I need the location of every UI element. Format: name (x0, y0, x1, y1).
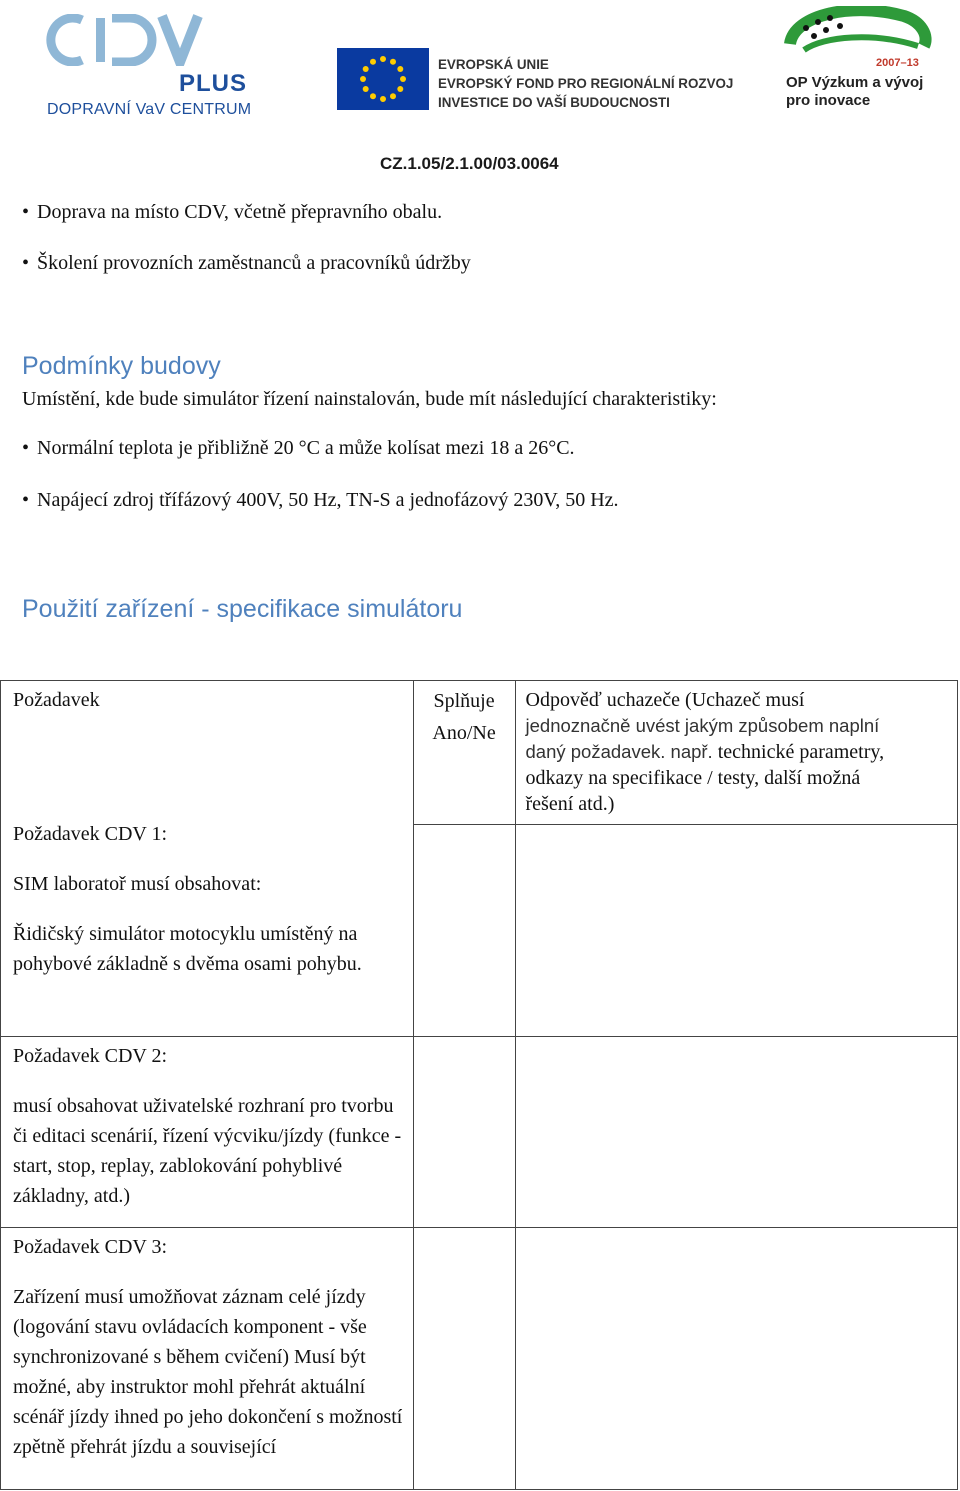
req3-text: Zařízení musí umožňovat záznam celé jízdy (logování stavu ovládacích komponent - vše synchronizované s během cvičení) Musí být možné, aby instruktor mohl přehrát aktuální scénář jízdy ihned po jeho dokončení s možností zpětně přehrát jízdu a související (13, 1286, 403, 1458)
answer-cell (515, 681, 957, 1037)
col-header-requirement: Požadavek (13, 689, 100, 711)
page-header (0, 0, 960, 190)
eu-line-3: INVESTICE DO VAŠÍ BUDOUCNOSTI (438, 95, 670, 110)
op-line-1: OP Výzkum a vývoj (786, 74, 924, 91)
op-years: 2007–13 (876, 57, 919, 69)
spacer (13, 899, 403, 919)
eu-line-2: EVROPSKÝ FOND PRO REGIONÁLNÍ ROZVOJ (438, 76, 734, 91)
cdv-mark-icon (44, 14, 244, 66)
table-row (1, 1228, 958, 1490)
op-line-2: pro inovace (786, 92, 871, 109)
req1-label: Požadavek CDV 1: (13, 823, 168, 845)
registration-number: CZ.1.05/2.1.00/03.0064 (380, 154, 559, 173)
table-row (1, 681, 958, 1037)
spec-heading: Použití zařízení - specifikace simulátoru (22, 595, 463, 623)
col-header-answer-3a: daný požadavek. např. (525, 741, 713, 762)
requirement-cell (1, 1037, 414, 1228)
bullet-dot: • (22, 489, 30, 511)
req2-text: musí obsahovat uživatelské rozhraní pro tvorbu či editaci scenárií, řízení výcviku/jízdy (funkce - start, stop, replay, zablokování pohyblivé základny, atd.) (13, 1095, 402, 1207)
bullet-text: Napájecí zdroj třífázový 400V, 50 Hz, TN-S a jednofázový 230V, 50 Hz. (37, 489, 619, 511)
bullet-transport (22, 201, 442, 224)
bullet-training (22, 252, 471, 275)
bullet-dot: • (22, 252, 30, 274)
req2-label: Požadavek CDV 2: (13, 1045, 168, 1067)
bullet-text: Doprava na místo CDV, včetně přepravního obalu. (37, 201, 443, 223)
requirement-cell (1, 681, 414, 1037)
bullet-text: Školení provozních zaměstnanců a pracovníků údržby (37, 252, 471, 274)
bullet-text: Normální teplota je přibližně 20 °C a může kolísat mezi 18 a 26°C. (37, 437, 575, 459)
req1-text-2: Řidičský simulátor motocyklu umístěný na pohybové základně s dvěma osami pohybu. (13, 923, 362, 975)
req3-label: Požadavek CDV 3: (13, 1236, 168, 1258)
spacer (13, 1262, 403, 1282)
op-swoosh-icon (784, 6, 934, 72)
building-heading: Podmínky budovy (22, 352, 221, 380)
op-text (786, 74, 923, 110)
answer-cell (515, 1037, 957, 1228)
spacer (13, 849, 403, 869)
bullet-power (22, 489, 619, 512)
complies-cell (413, 1037, 515, 1228)
op-logo (784, 6, 934, 116)
col-header-complies: Splňuje (433, 690, 495, 712)
eu-flag-icon (337, 48, 429, 110)
complies-header (414, 681, 515, 825)
col-header-answer-2: jednoznačně uvést jakým způsobem naplní (525, 715, 880, 736)
eu-text (438, 55, 733, 112)
bullet-dot: • (22, 201, 30, 223)
bullet-temperature (22, 437, 575, 460)
cdv-plus-text: PLUS (179, 70, 248, 97)
col-header-answer-1: Odpověď uchazeče (Uchazeč musí (525, 689, 805, 711)
col-header-answer-4: odkazy na specifikace / testy, další možná (525, 767, 861, 789)
req1-text-1: SIM laboratoř musí obsahovat: (13, 873, 262, 895)
cdv-name-text: DOPRAVNÍ VaV CENTRUM (47, 101, 252, 118)
answer-cell (515, 1228, 957, 1490)
requirements-table (0, 680, 958, 1490)
bullet-dot: • (22, 437, 30, 459)
table-row (1, 1037, 958, 1228)
spacer (13, 1071, 403, 1091)
answer-header (516, 681, 957, 825)
complies-cell (413, 1228, 515, 1490)
eu-line-1: EVROPSKÁ UNIE (438, 57, 549, 72)
col-header-answer-5: řešení atd.) (525, 793, 615, 815)
requirement-cell (1, 1228, 414, 1490)
col-header-answer-3b: technické parametry, (712, 741, 885, 763)
complies-cell (413, 681, 515, 1037)
cdv-logo (44, 14, 254, 118)
col-header-yes-no: Ano/Ne (432, 722, 496, 744)
building-intro: Umístění, kde bude simulátor řízení nainstalován, bude mít následující charakteristiky: (22, 388, 717, 410)
